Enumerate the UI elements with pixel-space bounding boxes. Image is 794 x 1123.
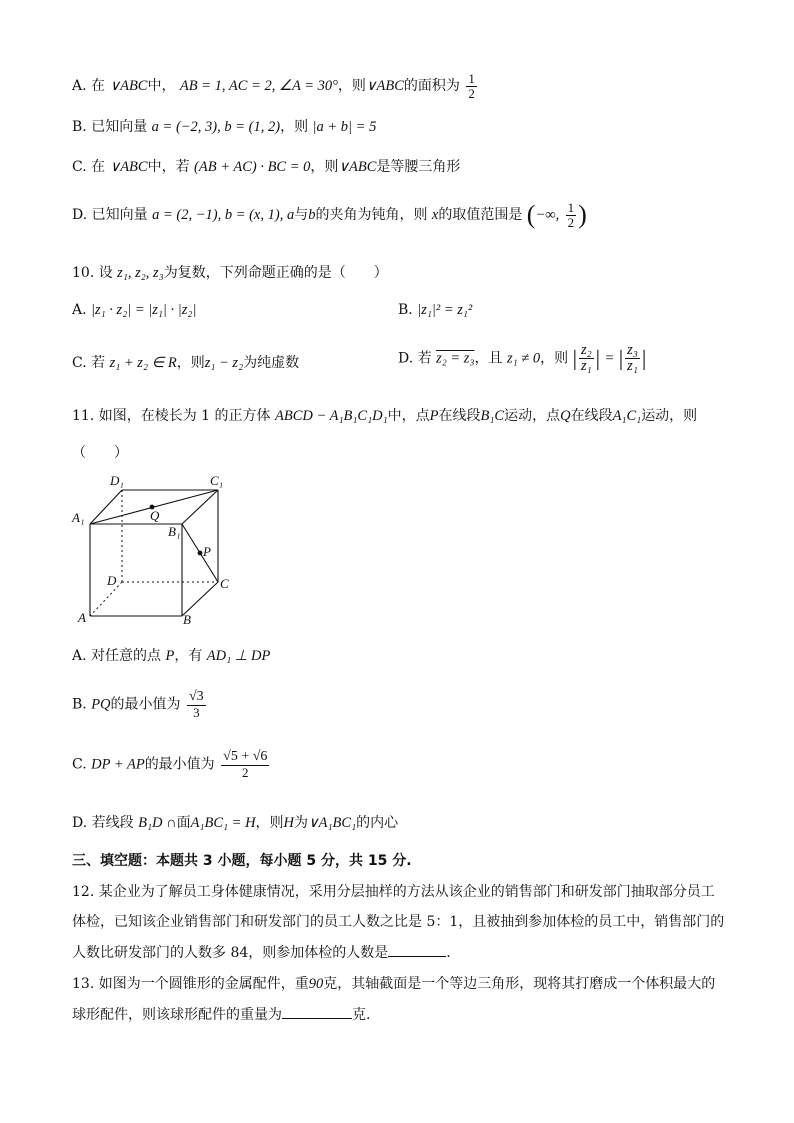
fraction: $\frac{\text{z₃}}{\text{z₁}}$: [627, 342, 638, 375]
fraction: $\frac{1}{2}$: [567, 199, 575, 230]
q11-option-b: B. PQ的最小值为 $\frac{√3}{3}$: [72, 689, 204, 720]
q9-option-c: C. 在 ∨ABC中，若 (AB + AC) · BC = 0，则∨ABC是等腰三角形: [72, 159, 461, 175]
q11-answer-paren: （ ）: [72, 445, 128, 461]
edge-c-b: [182, 582, 218, 616]
point-p: [198, 551, 203, 556]
q11-stem: 11. 如图，在棱长为 1 的正方体 ABCD − A₁B₁C₁D₁中，点P在线段B₁C运动，点Q在线段A₁C₁运动，则: [72, 408, 698, 424]
q9-option-b: B. 已知向量 a = (−2, 3), b = (1, 2)，则 |a + b| = 5: [72, 119, 377, 135]
label-p: P: [203, 544, 211, 559]
label-c1: C₁: [210, 473, 224, 488]
fraction: $\frac{\text{z₂}}{\text{z₁}}$: [580, 342, 592, 375]
option-label: B.: [72, 696, 87, 713]
hidden-edge-d-a: [90, 582, 122, 616]
option-label: B.: [72, 119, 87, 135]
q9-option-a: A. 在 ∨ABC中， AB = 1, AC = 2, ∠A = 30°，则∨ABC的面积为 $\frac{1}{2}$: [72, 71, 475, 101]
edge-a1-d1: [90, 490, 122, 524]
q10-stem: 10. 设 z₁, z₂, z₃为复数，下列命题正确的是（ ）: [72, 265, 388, 281]
label-d: D: [107, 573, 117, 588]
option-label: D.: [72, 207, 88, 223]
cube-figure: [70, 472, 245, 627]
q10-option-b: B. |z₁|² = z₁²: [398, 302, 473, 318]
option-label: C.: [72, 756, 87, 773]
fraction: $\frac{1}{2}$: [468, 71, 475, 101]
option-label: A.: [72, 648, 87, 664]
q11-option-a: A. 对任意的点 P，有 AD₁ ⊥ DP: [72, 648, 271, 664]
fraction: $\frac{√5 + √6}{2}$: [223, 749, 268, 780]
q9-option-d: D. 已知向量 a = (2, −1), b = (x, 1), a与b的夹角为钝角，则 x的取值范围是 (−∞, $\frac{1}{2}$ ): [72, 199, 587, 230]
q13-line-1: 13. 如图为一个圆锥形的金属配件，重90克，其轴截面是一个等边三角形，现将其打磨成一个体积最大的: [72, 976, 716, 992]
q12-line-2: 体检，已知该企业销售部门和研发部门的员工人数之比是 5：1，且被抽到参加体检的员工中，销售部门的: [72, 914, 725, 930]
answer-blank[interactable]: [282, 1006, 352, 1019]
label-q: Q: [150, 508, 160, 523]
label-a1: A₁: [72, 510, 85, 525]
option-label: A.: [72, 302, 87, 318]
q11-option-c: C. DP + AP的最小值为 $\frac{√5 + √6}{2}$: [72, 749, 268, 780]
option-label: A.: [72, 78, 87, 95]
q10-option-d: D. 若 z₂ = z₃，且 z₁ ≠ 0，则 | $\frac{\text{z₂}}{\text{z₁}}$ | = | $\frac{\text{z₃}}{\text{z₁}}$ |: [398, 342, 647, 375]
q10-option-c: C. 若 z₁ + z₂ ∈ R，则z₁ − z₂为纯虚数: [72, 355, 300, 371]
q12-line-3: 人数比研发部门的人数多 84，则参加体检的人数是 .: [72, 945, 451, 961]
option-label: B.: [398, 302, 413, 318]
label-d1: D₁: [110, 473, 124, 488]
option-label: C.: [72, 159, 87, 175]
q11-option-d: D. 若线段 B₁D ∩面A₁BC₁ = H，则H为∨A₁BC₁的内心: [72, 815, 399, 831]
label-c: C: [220, 576, 229, 591]
q13-line-2: 球形配件，则该球形配件的重量为 克.: [72, 1007, 371, 1023]
option-label: D.: [72, 815, 88, 831]
q12-line-1: 12. 某企业为了解员工身体健康情况，采用分层抽样的方法从该企业的销售部门和研发部门抽取部分员工: [72, 884, 715, 900]
q10-option-a: A. |z₁ · z₂| = |z₁| · |z₂|: [72, 302, 197, 318]
label-b: B: [183, 612, 191, 627]
label-a: A: [78, 610, 86, 625]
answer-blank[interactable]: [388, 944, 446, 957]
label-b1: B₁: [168, 524, 181, 539]
section-heading: 三、填空题：本题共 3 小题，每小题 5 分，共 15 分.: [72, 853, 412, 869]
fraction: $\frac{√3}{3}$: [189, 689, 204, 720]
